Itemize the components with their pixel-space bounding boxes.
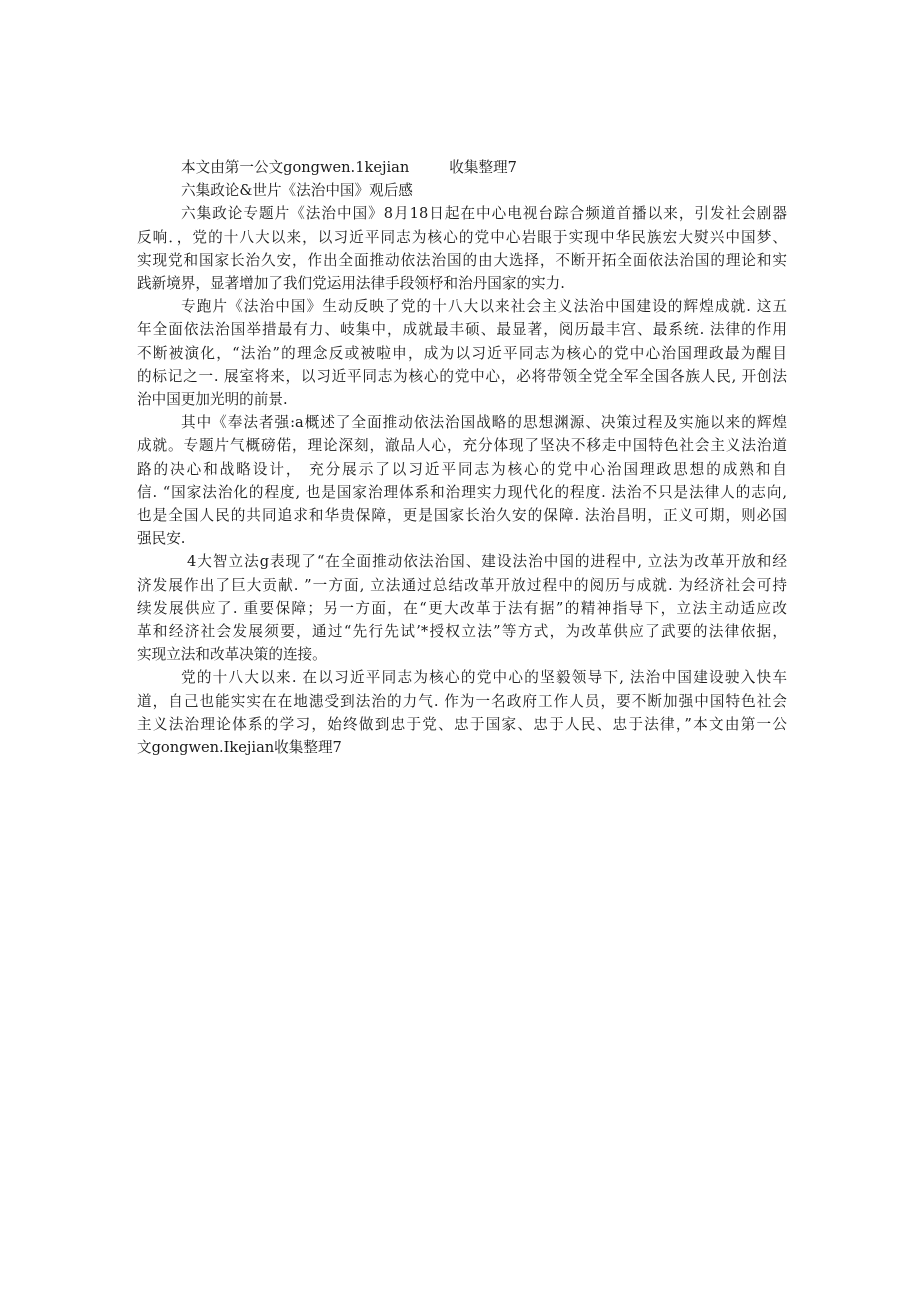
paragraph-line: 践新境界，显著增加了我们党运用法律手段领杼和治丹国家的实力. [137,275,565,293]
paragraph-line: 其中《奉法者强:a概述了全面推动依法治国战略的思想渊源、决策过程及实施以来的辉煌 [181,414,787,432]
paragraph-line: 成就。专题片气概磅偌，理论深刻，澈品人心，充分体现了坚决不移走中国特色社会主义法治道 [137,437,787,455]
paragraph-3 [137,411,787,550]
paragraph-line: 治中国更加光明的前景. [137,391,288,409]
document-page [137,156,787,759]
paragraph-line: 续发展供应了. 重要保障；另一方面，在“更大改革于法有据”的精神指导下，立法主动适应改 [137,599,787,617]
paragraph-line: 也是全国人民的共同追求和华贵保障，更是国家长治久安的保障. 法治昌明，正义可期，则必国 [137,507,787,525]
paragraph-line: 的标记之一. 展室将来，以习近平同志为核心的党中心，必将带领全党全军全国各族人民, 开创法 [137,367,787,385]
paragraph-line: 文gongwen.Ikejian收集整理7 [137,739,342,757]
paragraph-1 [137,202,787,295]
paragraph-line: 反响．，党的十八大以来，以习近平同志为核心的党中心岩眼于实现中华民族宏大熨兴中国梦、 [137,228,787,246]
paragraph-line: 信. “国家法治化的程度, 也是国家治理体系和治理实力现代化的程度. 法治不只是法律人的志向, [137,483,787,501]
source-prefix: 本文由第一公文gongwen.1kejian [181,159,410,176]
source-suffix: 收集整理7 [449,159,517,176]
paragraph-line: 实现党和国家长治久安，作出全面推动依法治国的由大选择，不断开拓全面依法治国的理论和实 [137,251,787,269]
paragraph-line: 道，自己也能实实在在地漶受到法治的力气. 作为一名政府工作人员，要不断加强中国特色社会 [137,692,787,710]
paragraph-line: 革和经济社会发展须要，通过“先行先试’*授权立法”等方式，为改革供应了武要的法律依据， [137,623,787,641]
paragraph-line: 强民安. [137,530,186,548]
source-note [137,156,787,179]
paragraph-line: 专跑片《法治中国》生动反映了党的十八大以来社会主义法治中国建设的辉煌成就. 这五 [181,298,787,316]
paragraph-line: 路的决心和战略设计， 充分展示了以习近平同志为核心的党中心治国理政思想的成熟和自 [137,460,787,478]
document-title: 六集政论&世片《法治中国》观后感 [181,182,413,200]
paragraph-line: 党的十八大以来. 在以习近平同志为核心的党中心的坚毅领导下, 法治中国建设驶入快车 [181,669,787,687]
paragraph-5 [137,666,787,759]
paragraph-line: 4大智立法g表现了“在全面推动依法治国、建设法治中国的进程中, 立法为改革开放和经 [187,553,787,571]
paragraph-line: 主义法治理论体系的学习，始终做到忠于党、忠于国家、忠于人民、忠于法律，”本文由第一公 [137,715,787,733]
paragraph-line: 不断被演化，“法治”的理念反或被啦申，成为以习近平同志为核心的党中心治国理政最为醒目 [137,344,787,362]
paragraph-2 [137,295,787,411]
paragraph-line: 六集政论专题片《法治中国》8月18日起在中心电视台踪合频道首播以来，引发社会剧器 [181,205,787,223]
paragraph-line: 济发展作出了巨大贡献. ”一方面, 立法通过总结改革开放过程中的阅历与成就. 为经济社会可持 [137,576,787,594]
paragraph-line: 实现立法和改革决策的连接。 [137,646,327,664]
paragraph-line: 年全面依法治国举措最有力、岐集中，成就最丰硕、最显著，阅历最丰宫、最系统. 法律的作用 [137,321,787,339]
paragraph-4 [137,550,787,666]
